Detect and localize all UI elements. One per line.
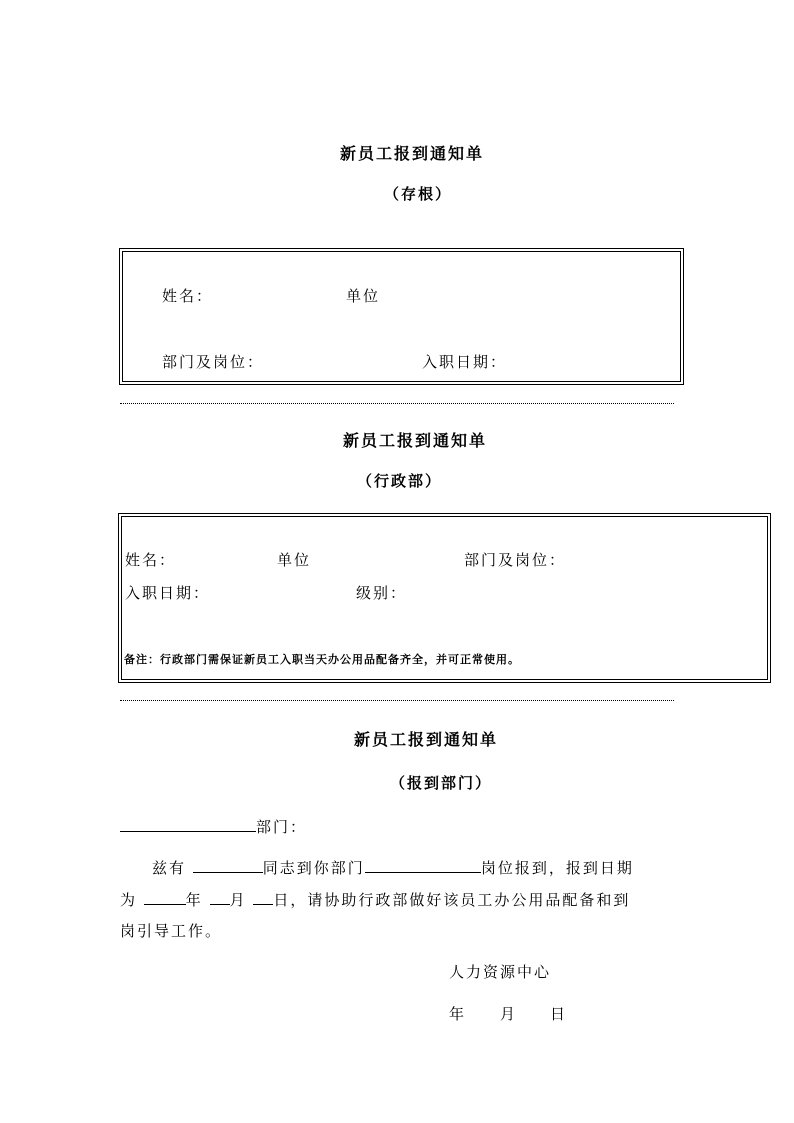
line1-suffix: 岗位报到，报到日期 [480,859,634,877]
line2-day: 日，请协助行政部做好该员工办公用品配备和到 [273,891,631,909]
admin-note: 备注：行政部门需保证新员工入职当天办公用品配备齐全，并可正常使用。 [124,653,520,666]
line2-month: 月 [229,891,247,909]
signer: 人力资源中心 [449,963,552,981]
stub-unit-label: 单位 [346,287,381,305]
day-blank [253,888,273,905]
sign-month: 月 [500,1005,518,1023]
cut-line-1 [120,403,674,404]
year-blank [144,888,186,905]
line1-prefix: 兹有 [152,859,187,877]
stub-date-label: 入职日期： [422,353,508,371]
admin-unit-label: 单位 [277,551,312,569]
admin-title: 新员工报到通知单 [343,431,488,450]
position-blank [365,856,481,873]
sign-day: 日 [550,1005,568,1023]
cut-line-2 [120,700,674,701]
stub-dept-label: 部门及岗位： [162,353,265,371]
admin-date-label: 入职日期： [125,584,211,602]
dept-line-dept [120,815,307,837]
dept-line-1 [152,856,634,878]
stub-subtitle: （存根） [384,185,453,203]
admin-dept-label: 部门及岗位： [464,551,567,569]
dept-line-3: 岗引导工作。 [120,922,223,940]
month-blank [210,888,230,905]
dept-subtitle: （报到部门） [390,774,493,792]
sign-year: 年 [449,1005,467,1023]
admin-level-label: 级别： [356,584,408,602]
line1-mid: 同志到你部门 [262,859,365,877]
dept-suffix-label: 部门： [256,818,308,836]
stub-name-label: 姓名： [162,287,214,305]
dept-name-blank [120,815,256,832]
admin-name-label: 姓名： [125,551,177,569]
dept-line-2 [120,888,630,910]
line2-prefix: 为 [120,891,138,909]
stub-title: 新员工报到通知单 [340,144,485,163]
admin-subtitle: （行政部） [357,472,443,490]
dept-title: 新员工报到通知单 [354,730,499,749]
line2-year: 年 [185,891,203,909]
employee-name-blank [193,856,263,873]
